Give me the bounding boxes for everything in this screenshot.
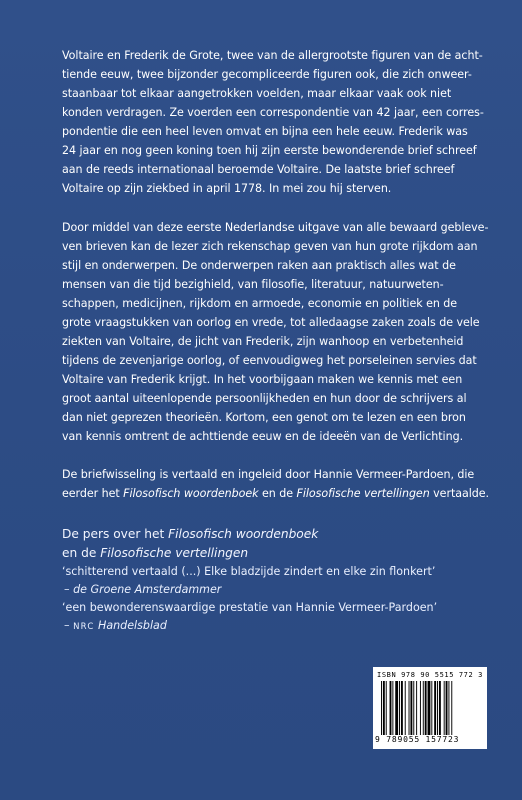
blurb-paragraph-3 [62,465,512,503]
text-line: konden verdragen. Ze voerden een correspondentie van 42 jaar, een corres- [62,106,484,119]
text-line: 24 jaar en nog geen koning toen hij zijn eerste bewonderende brief schreef [62,144,477,157]
book-title: Filosofische vertellingen [296,487,430,500]
blurb-paragraph-2 [62,218,512,446]
barcode-bar [386,681,387,735]
text-line: stijl en onderwerpen. De onderwerpen raken aan praktisch alles wat de [62,259,456,272]
barcode-digits: 9 789055 157723 [375,735,460,744]
text-line: ven brieven kan de lezer zich rekenschap geven van hun grote rijkdom aan [62,240,478,253]
text-line: staanbaar tot elkaar aangetrokken voelden, maar elkaar vaak ook niet [62,87,452,100]
press-quote-2: ‘een bewonderenswaardige prestatie van Hannie Vermeer-Pardoen’ [62,601,438,614]
press-source-2 [62,617,512,636]
text-line [62,484,512,503]
heading-line [62,544,512,563]
barcode-bar [439,681,441,735]
text-line: Door middel van deze eerste Nederlandse uitgave van alle bewaard gebleve- [62,221,489,234]
isbn-label: ISBN 978 90 5515 772 3 [377,671,483,679]
text-line: tijdens de zevenjarige oorlog, of eenvoudigweg het porseleinen servies dat [62,354,477,367]
isbn-barcode [373,667,487,749]
press-source-1: – de Groene Amsterdammer [64,583,222,596]
barcode-bar [444,681,445,735]
barcode-bar [390,681,392,735]
text-run: en de [62,546,101,560]
barcode-bars [381,681,481,735]
barcode-bar [405,681,406,735]
text-line: Voltaire op zijn ziekbed in april 1778. In mei zou hij sterven. [62,182,392,195]
book-title: Filosofisch woordenboek [123,487,259,500]
heading-line [62,525,512,544]
barcode-bar [425,681,427,735]
text-line: mensen van die tijd bezighield, van filosofie, literatuur, natuurweten- [62,278,444,291]
barcode-bar [431,681,432,735]
barcode-bar [428,681,431,735]
text-run: – [64,619,74,632]
text-line: aan de reeds internationaal beroemde Voltaire. De laatste brief schreef [62,163,455,176]
barcode-bar [446,681,448,735]
text-line: grote vraagstukken van oorlog en vrede, tot alledaagse zaken zoals de vele [62,316,480,329]
book-title: Filosofisch woordenboek [168,527,319,541]
barcode-bar [413,681,414,735]
barcode-bar [401,681,403,735]
nrc-logo-text: NRC [73,622,95,632]
barcode-bar [399,681,400,735]
barcode-bar [392,681,393,735]
text-line: Voltaire en Frederik de Grote, twee van de allergrootste figuren van de acht- [62,49,483,62]
barcode-bar [448,681,449,735]
barcode-bar [381,681,382,735]
press-heading [62,525,512,563]
text-run: en de [258,487,297,500]
text-run: vertaalde. [429,487,490,500]
barcode-bar [410,681,412,735]
barcode-bar [416,681,417,735]
barcode-bar [451,681,452,735]
text-run: eerder het [62,487,124,500]
barcode-bar [434,681,436,735]
text-line: van kennis omtrent de achttiende eeuw en de ideeën van de Verlichting. [62,430,464,443]
text-line: schappen, medicijnen, rijkdom en armoede, economie en politiek en de [62,297,458,310]
text-line: Voltaire van Frederik krijgt. In het voorbijgaan maken we kennis met een [62,373,463,386]
text-line: dan niet geprezen theorieën. Kortom, een genot om te lezen en een bron [62,411,466,424]
text-run: De pers over het [62,527,169,541]
press-section [62,525,512,636]
text-run: Handelsblad [94,619,167,632]
barcode-bar [409,681,410,735]
text-line: ziekten van Voltaire, de jicht van Frederik, zijn wanhoop en verbetenheid [62,335,464,348]
barcode-bar [395,681,398,735]
text-line: De briefwisseling is vertaald en ingeleid door Hannie Vermeer-Pardoen, die [62,468,475,481]
barcode-bar [423,681,424,735]
text-line: tiende eeuw, twee bijzonder gecompliceerde figuren ook, die zich onweer- [62,68,472,81]
press-quote-1: ‘schitterend vertaald (...) Elke bladzijde zindert en elke zin flonkert’ [62,565,436,578]
text-line: groot aantal uiteenlopende persoonlijkheden en hun door de schrijvers al [62,392,467,405]
barcode-bar [383,681,385,735]
blurb-paragraph-1 [62,46,512,198]
barcode-bar [437,681,438,735]
book-title: Filosofische vertellingen [100,546,249,560]
text-line: pondentie die een heel leven omvat en bijna een hele eeuw. Frederik was [62,125,468,138]
barcode-bar [420,681,421,735]
